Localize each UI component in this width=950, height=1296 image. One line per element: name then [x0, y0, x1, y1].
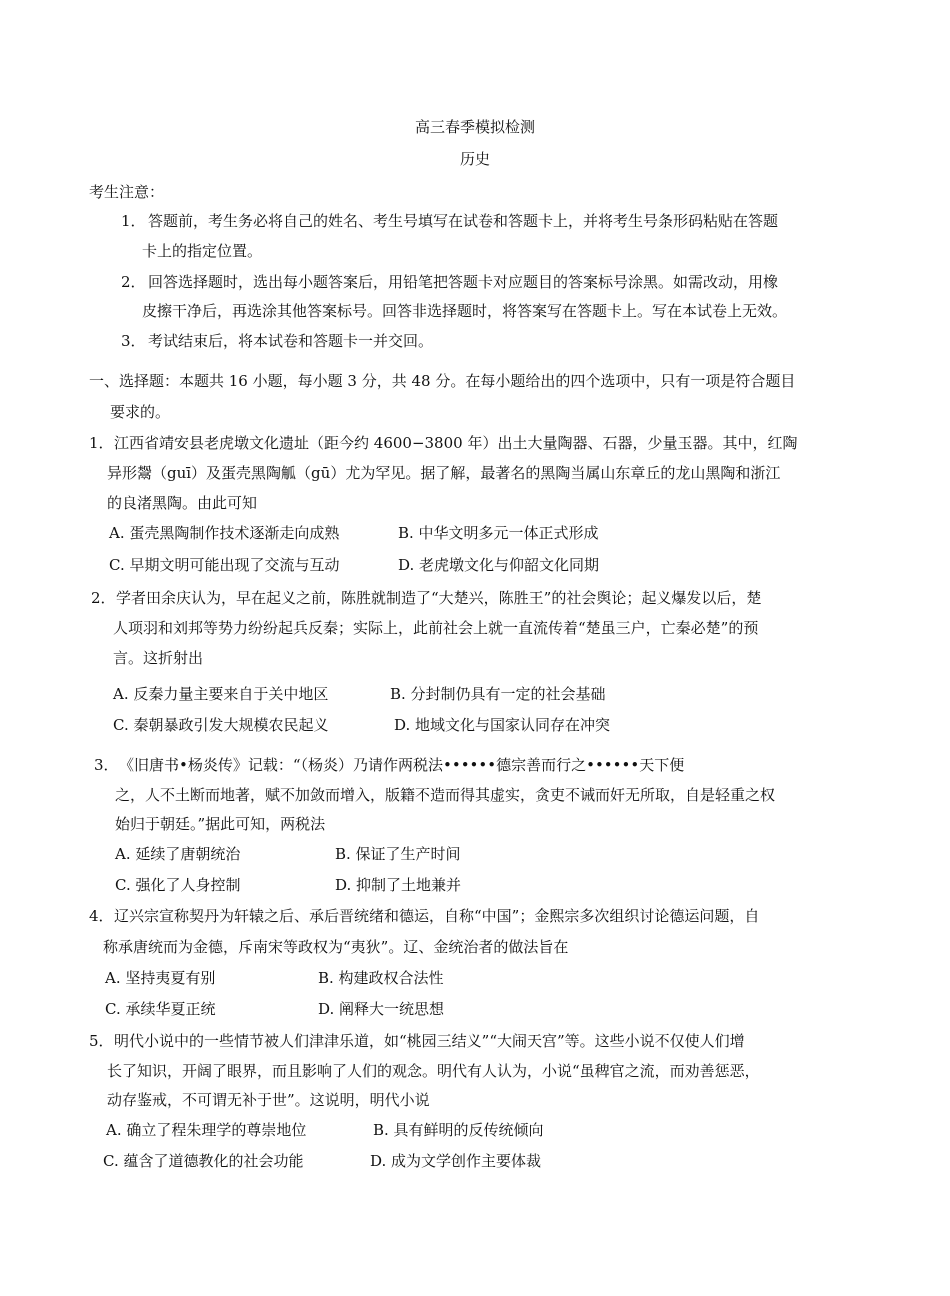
- question-3-option-b[interactable]: B. 保证了生产时间: [335, 845, 461, 863]
- question-5-line1: 明代小说中的一些情节被人们津津乐道，如“桃园三结义”“大闹天宫”等。这些小说不仅使人们增: [114, 1032, 745, 1050]
- question-4-number: 4．: [89, 907, 114, 925]
- question-1-option-d[interactable]: D. 老虎墩文化与仰韶文化同期: [398, 556, 600, 574]
- question-2-line3: 言。这折射出: [113, 649, 204, 667]
- question-5-number: 5．: [89, 1032, 114, 1050]
- question-5-option-c[interactable]: C. 蕴含了道德教化的社会功能: [103, 1152, 304, 1170]
- question-3-option-d[interactable]: D. 抑制了土地兼并: [335, 876, 462, 894]
- subject-title: 历史: [459, 150, 490, 168]
- question-5-line2: 长了知识，开阔了眼界，而且影响了人们的观念。明代有人认为，小说“虽稗官之流，而劝善惩恶，: [107, 1062, 760, 1080]
- question-3-line1: 《旧唐书•杨炎传》记载：“（杨炎）乃请作两税法••••••德宗善而行之••••••天下便: [119, 756, 685, 774]
- question-1-option-c[interactable]: C. 早期文明可能出现了交流与互动: [109, 556, 340, 574]
- question-3-option-a[interactable]: A. 延续了唐朝统治: [115, 845, 241, 863]
- question-1-number: 1．: [89, 434, 114, 452]
- question-1-option-a[interactable]: A. 蛋壳黑陶制作技术逐渐走向成熟: [109, 524, 340, 542]
- notice-item-2-line2: 皮擦干净后，再选涂其他答案标号。回答非选择题时，将答案写在答题卡上。写在本试卷上无效。: [142, 302, 788, 320]
- notice-item-3-line1: 考试结束后，将本试卷和答题卡一并交回。: [148, 332, 434, 350]
- notice-heading: 考生注意：: [89, 183, 165, 201]
- question-5-option-b[interactable]: B. 具有鲜明的反传统倾向: [373, 1121, 544, 1139]
- section-heading: 一、选择题：本题共 16 小题，每小题 3 分，共 48 分。在每小题给出的四个选项中，只有一项是符合题目: [89, 372, 796, 390]
- question-2-line2: 人项羽和刘邦等势力纷纷起兵反秦；实际上，此前社会上就一直流传着“楚虽三户，亡秦必楚”的预: [113, 619, 759, 637]
- question-3-option-c[interactable]: C. 强化了人身控制: [115, 876, 241, 894]
- question-2-option-c[interactable]: C. 秦朝暴政引发大规模农民起义: [113, 716, 329, 734]
- section-heading-cont: 要求的。: [110, 403, 171, 421]
- question-2-option-b[interactable]: B. 分封制仍具有一定的社会基础: [390, 685, 606, 703]
- notice-item-1-line2: 卡上的指定位置。: [142, 242, 263, 260]
- notice-item-1-line1: 答题前，考生务必将自己的姓名、考生号填写在试卷和答题卡上，并将考生号条形码粘贴在答题: [148, 212, 779, 230]
- notice-item-2-line1: 回答选择题时，选出每小题答案后，用铅笔把答题卡对应题目的答案标号涂黑。如需改动，用橡: [148, 273, 779, 291]
- question-5-option-a[interactable]: A. 确立了程朱理学的尊崇地位: [106, 1121, 307, 1139]
- question-2-line1: 学者田余庆认为，早在起义之前，陈胜就制造了“大楚兴，陈胜王”的社会舆论；起义爆发以后，楚: [116, 589, 762, 607]
- question-1-line3: 的良渚黑陶。由此可知: [107, 494, 258, 512]
- question-4-option-a[interactable]: A. 坚持夷夏有别: [105, 969, 216, 987]
- notice-item-2-num: 2．: [121, 273, 146, 291]
- question-4-line2: 称承唐统而为金德，斥南宋等政权为“夷狄”。辽、金统治者的做法旨在: [103, 938, 569, 956]
- question-3-line2: 之，人不土断而地著，赋不加敛而增入，版籍不造而得其虚实，贪吏不诫而奸无所取，自是轻重之权: [115, 786, 776, 804]
- question-1-option-b[interactable]: B. 中华文明多元一体正式形成: [398, 524, 599, 542]
- exam-title: 高三春季模拟检测: [414, 118, 535, 136]
- question-4-option-d[interactable]: D. 阐释大一统思想: [318, 1000, 445, 1018]
- question-5-line3: 动存鉴戒，不可谓无补于世”。这说明，明代小说: [107, 1091, 430, 1109]
- question-3-line3: 始归于朝廷。”据此可知，两税法: [115, 815, 326, 833]
- question-2-number: 2．: [91, 589, 116, 607]
- question-4-option-c[interactable]: C. 承续华夏正统: [105, 1000, 216, 1018]
- question-3-number: 3．: [94, 756, 119, 774]
- question-4-line1: 辽兴宗宣称契丹为轩辕之后、承后晋统绪和德运，自称“中国”；金熙宗多次组织讨论德运问题，自: [114, 907, 760, 925]
- question-1-line2: 异形鬶（guī）及蛋壳黑陶觚（gū）尤为罕见。据了解，最著名的黑陶当属山东章丘的龙山黑陶和浙江: [107, 464, 781, 482]
- question-4-option-b[interactable]: B. 构建政权合法性: [318, 969, 444, 987]
- question-2-option-d[interactable]: D. 地域文化与国家认同存在冲突: [394, 716, 611, 734]
- question-5-option-d[interactable]: D. 成为文学创作主要体裁: [370, 1152, 542, 1170]
- notice-item-3-num: 3．: [121, 332, 146, 350]
- question-2-option-a[interactable]: A. 反秦力量主要来自于关中地区: [113, 685, 329, 703]
- notice-item-1-num: 1．: [121, 212, 146, 230]
- question-1-line1: 江西省靖安县老虎墩文化遗址（距今约 4600−3800 年）出土大量陶器、石器，少量玉器。其中，红陶: [114, 434, 798, 452]
